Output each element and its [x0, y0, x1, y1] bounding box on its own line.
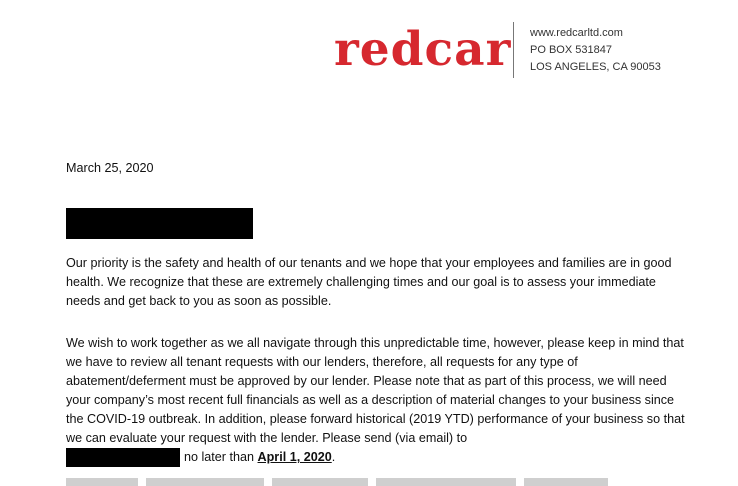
contact-info	[530, 25, 661, 76]
paragraph-priority: Our priority is the safety and health of our tenants and we hope that your employees and families are in good health. We recognize that these are extremely challenging times and our goal is to assess your immediate needs and get back to you as soon as possible.	[66, 256, 672, 308]
letterhead	[0, 0, 738, 90]
po-box-text: PO BOX 531847	[530, 44, 612, 56]
paragraph-end: .	[331, 450, 336, 464]
city-state-zip-text: LOS ANGELES, CA 90053	[530, 61, 661, 73]
redcar-logo: redcar	[334, 22, 512, 77]
letter-date: March 25, 2020	[66, 161, 154, 175]
paragraph-requirements-main: We wish to work together as we all navigate through this unpredictable time, however, please keep in mind that we have to review all tenant requests with our lenders, therefore, all requests for any type of abatement/deferment must be approved by our lender. Please note that as part of this process, we will need your company’s most recent full financials as well as a description of material changes to your business since the COVID-19 outbreak. In addition, please forward historical (2019 YTD) performance of your business so that we can evaluate your request with the lender. Please send (via email) to	[66, 336, 685, 445]
letterhead-divider	[513, 22, 514, 78]
redacted-recipient	[66, 208, 253, 239]
deadline-date: April 1, 2020	[257, 450, 332, 464]
deadline-prefix: no later than	[184, 450, 258, 464]
redacted-email	[66, 448, 180, 467]
paragraph-requirements	[66, 334, 686, 467]
website-text: www.redcarltd.com	[530, 27, 623, 39]
cut-off-text-line	[66, 478, 666, 486]
